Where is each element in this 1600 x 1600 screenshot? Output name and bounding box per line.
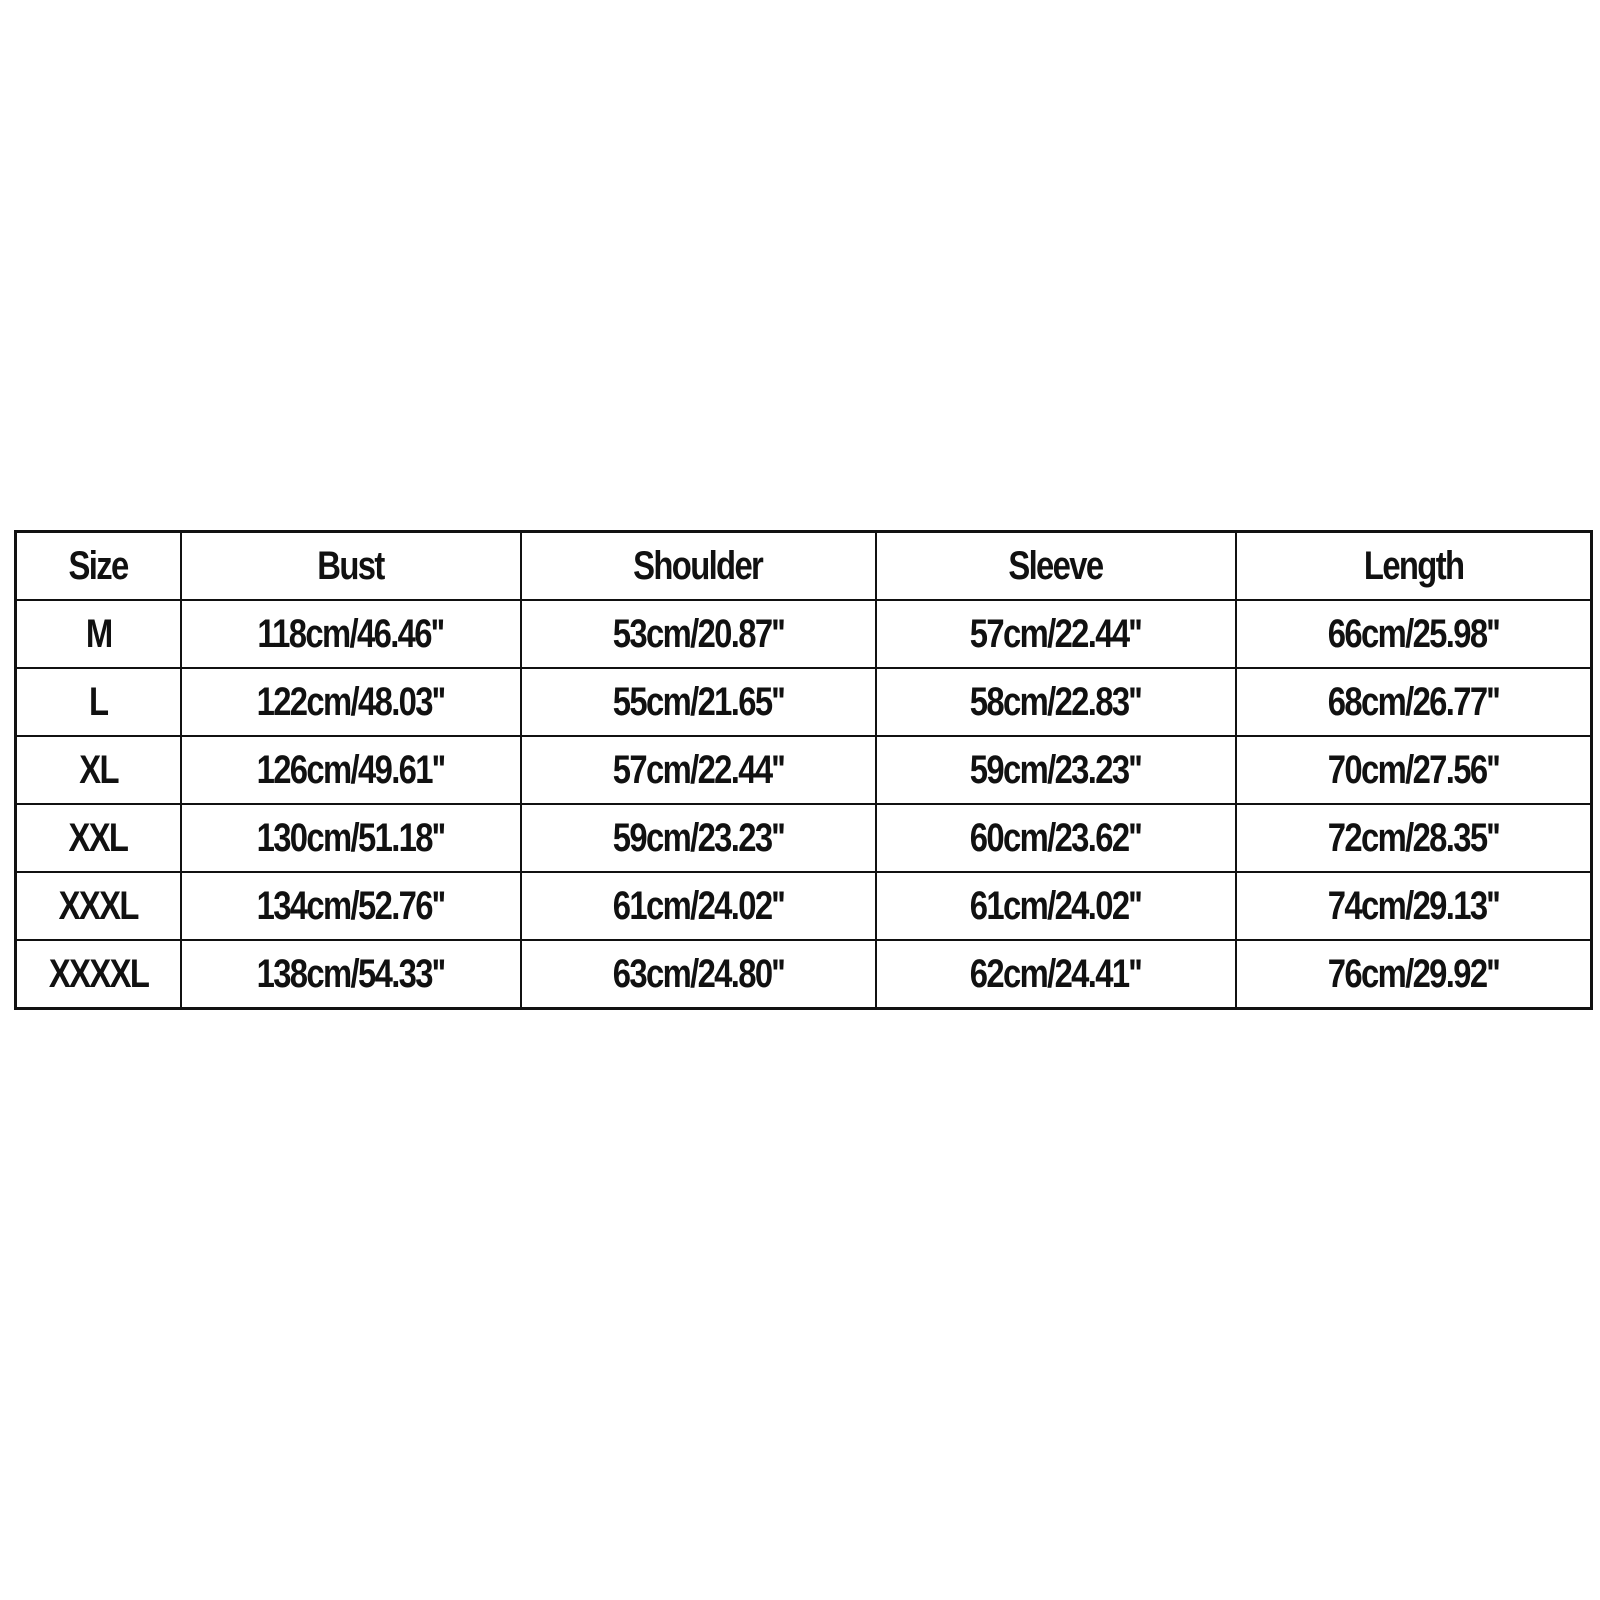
cell-shoulder: 57cm/22.44'' — [521, 736, 876, 804]
cell-size: M — [16, 600, 181, 668]
table-row — [16, 736, 1592, 804]
cell-length: 68cm/26.77'' — [1236, 668, 1592, 736]
cell-bust: 130cm/51.18'' — [181, 804, 521, 872]
cell-sleeve: 61cm/24.02'' — [876, 872, 1236, 940]
cell-bust: 134cm/52.76'' — [181, 872, 521, 940]
header-shoulder: Shoulder — [521, 532, 876, 601]
cell-shoulder: 55cm/21.65'' — [521, 668, 876, 736]
cell-bust: 138cm/54.33'' — [181, 940, 521, 1009]
cell-shoulder: 53cm/20.87'' — [521, 600, 876, 668]
table-row — [16, 600, 1592, 668]
table-row — [16, 872, 1592, 940]
cell-length: 72cm/28.35'' — [1236, 804, 1592, 872]
header-sleeve: Sleeve — [876, 532, 1236, 601]
cell-length: 76cm/29.92'' — [1236, 940, 1592, 1009]
cell-length: 66cm/25.98'' — [1236, 600, 1592, 668]
header-length: Length — [1236, 532, 1592, 601]
table-row — [16, 668, 1592, 736]
size-chart-table — [14, 530, 1593, 1010]
cell-sleeve: 57cm/22.44'' — [876, 600, 1236, 668]
cell-shoulder: 61cm/24.02'' — [521, 872, 876, 940]
cell-shoulder: 63cm/24.80'' — [521, 940, 876, 1009]
cell-bust: 126cm/49.61'' — [181, 736, 521, 804]
cell-size: XXXL — [16, 872, 181, 940]
cell-size: XXL — [16, 804, 181, 872]
cell-sleeve: 60cm/23.62'' — [876, 804, 1236, 872]
cell-length: 70cm/27.56'' — [1236, 736, 1592, 804]
cell-sleeve: 62cm/24.41'' — [876, 940, 1236, 1009]
header-bust: Bust — [181, 532, 521, 601]
cell-size: XL — [16, 736, 181, 804]
table-row — [16, 804, 1592, 872]
cell-sleeve: 58cm/22.83'' — [876, 668, 1236, 736]
cell-bust: 122cm/48.03'' — [181, 668, 521, 736]
cell-size: L — [16, 668, 181, 736]
cell-shoulder: 59cm/23.23'' — [521, 804, 876, 872]
cell-size: XXXXL — [16, 940, 181, 1009]
header-row — [16, 532, 1592, 601]
header-size: Size — [16, 532, 181, 601]
cell-bust: 118cm/46.46'' — [181, 600, 521, 668]
cell-sleeve: 59cm/23.23'' — [876, 736, 1236, 804]
cell-length: 74cm/29.13'' — [1236, 872, 1592, 940]
table-row — [16, 940, 1592, 1009]
